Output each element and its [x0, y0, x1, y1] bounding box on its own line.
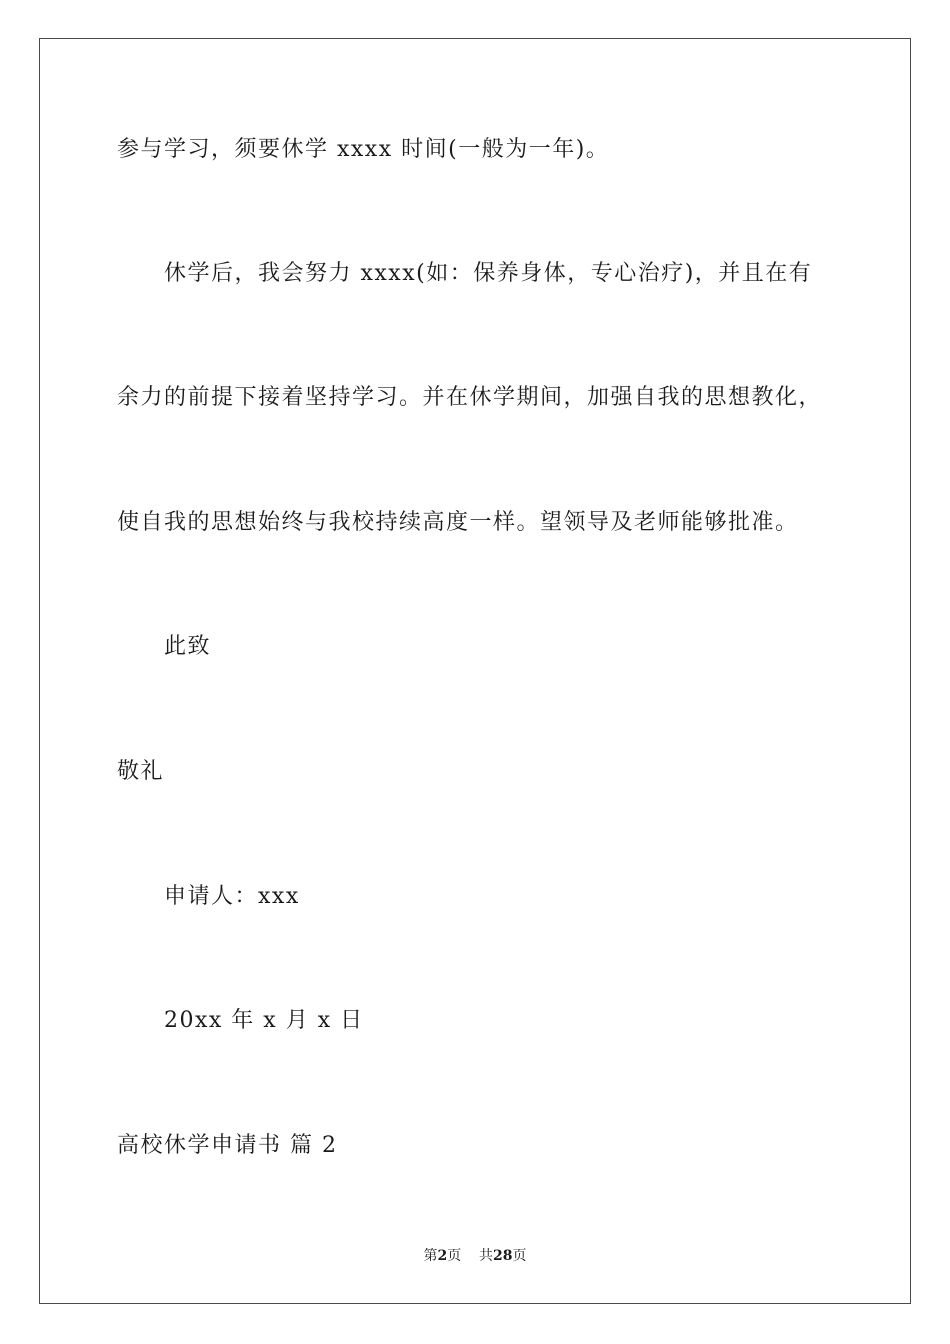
footer-total-number: 28: [493, 1248, 513, 1264]
date-line: 20xx 年 x 月 x 日: [164, 1008, 364, 1033]
paragraph-line-4: 使自我的思想始终与我校持续高度一样。望领导及老师能够批准。: [117, 510, 799, 535]
footer-page-number: 2: [437, 1248, 448, 1264]
footer-total-prefix: 共: [479, 1248, 494, 1264]
next-section-title: 高校休学申请书 篇 2: [117, 1133, 338, 1158]
page-footer: [0, 1246, 950, 1266]
applicant-signature: 申请人：xxx: [164, 884, 300, 909]
page-frame: [39, 38, 911, 1304]
closing-regards: 敬礼: [117, 759, 165, 784]
closing-salutation: 此致: [164, 634, 212, 659]
paragraph-line-3: 余力的前提下接着坚持学习。并在休学期间，加强自我的思想教化，: [117, 385, 823, 410]
paragraph-line-2: 休学后，我会努力 xxxx(如：保养身体，专心治疗)，并且在有: [164, 261, 813, 286]
footer-page-prefix: 第: [423, 1248, 438, 1264]
footer-total-suffix: 页: [512, 1248, 527, 1264]
footer-page-suffix: 页: [447, 1248, 462, 1264]
paragraph-line-1: 参与学习，须要休学 xxxx 时间(一般为一年)。: [117, 137, 610, 162]
